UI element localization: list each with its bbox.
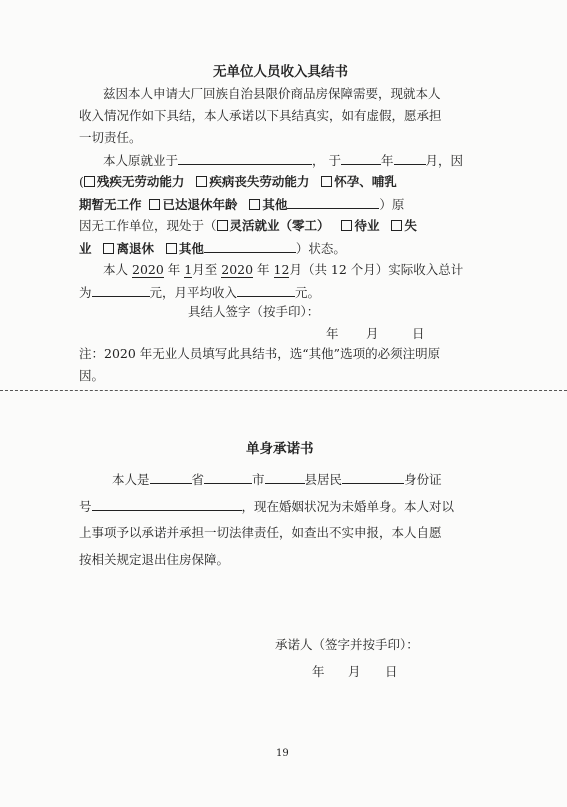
year-label: 年 [167,262,181,277]
end-month-value[interactable]: 12 [273,262,290,277]
opt-retired: 已达退休年龄 [162,197,238,212]
status-suffix: ）状态。 [295,241,346,256]
intro-line-1: 兹因本人申请大厂回族自治县限价商品房保障需要，现就本人 [103,86,441,101]
yuan-end: 元。 [295,285,321,300]
reason-options-1 [79,174,397,190]
start-month-value[interactable]: 1 [184,262,193,277]
checkbox-retire2[interactable] [103,243,114,254]
leave-year-field[interactable] [341,152,381,165]
province-field[interactable] [150,471,192,484]
year-label: 年 [381,153,394,168]
checkbox-disability[interactable] [84,176,95,187]
opt-flexible: 灵活就业（零工） [229,218,330,233]
other-status-field[interactable] [204,240,296,253]
sign-date-year: 年 [326,326,339,341]
month-cause-label: 月，因 [425,153,464,168]
checkbox-other[interactable] [249,199,260,210]
comma: ， [312,153,325,168]
income-suffix: 月（共 12 个月）实际收入总计 [289,262,464,277]
intro-line-2: 收入情况作如下具结，本人承诺以下具结真实，如有虚假，愿承担 [79,108,442,123]
monthly-income-field[interactable] [237,284,295,297]
opt-other: 其他 [262,197,288,212]
commitment-line-3: 上事项予以承诺并承担一切法律责任，如查出不实申报，本人自愿 [79,525,442,540]
opt-illness: 疾病丧失劳动能力 [209,174,310,189]
commit-date-day: 日 [385,664,398,679]
start-year-value[interactable]: 2020 [132,262,164,277]
work-line [103,152,463,169]
leave-month-field[interactable] [394,152,426,165]
sign-date-month: 月 [366,326,379,341]
checkbox-flexible[interactable] [217,220,228,231]
opt-unemployed-2: 业 [79,241,92,256]
other-reason-field[interactable] [287,196,379,209]
opt-disability: 残疾无劳动能力 [96,174,185,189]
sign-date-day: 日 [412,326,425,341]
paren: ( [79,174,84,189]
reason-options-2 [79,196,404,213]
checkbox-illness[interactable] [196,176,207,187]
checkbox-unemployed[interactable] [391,220,402,231]
province-label: 省 [191,472,205,487]
cut-line-divider [0,390,567,391]
income-prefix: 本人 [103,262,129,277]
avg-label: 元，月平均收入 [149,285,238,300]
year-label: 年 [257,262,270,277]
opt-pregnancy-2: 期暂无工作 [79,197,142,212]
checkbox-pregnancy[interactable] [321,176,332,187]
page-number: 19 [276,748,289,759]
county-label: 县居民 [304,472,343,487]
reason-line: 因无工作单位，现处于（ [79,218,217,233]
end-year-value[interactable]: 2020 [221,262,254,277]
signer-label: 具结人签字（按手印）： [188,304,320,319]
marital-statement: ，现在婚姻状况为未婚单身。本人对以 [241,499,455,514]
total-income-field[interactable] [92,284,150,297]
employer-field[interactable] [178,152,312,165]
income-line-2 [79,284,320,301]
city-field[interactable] [204,471,252,484]
at-label: 于 [328,153,342,168]
close-paren-yuan: ）原 [379,197,405,212]
income-line-1 [103,262,463,278]
opt-waiting: 待业 [354,218,380,233]
opt-pregnancy: 怀孕、哺乳 [334,174,397,189]
as-label: 为 [79,285,92,300]
commit-date-year: 年 [312,664,325,679]
status-options-1 [79,218,417,234]
residence-line [112,471,442,488]
note-line-1: 注：2020 年无业人员填写此具结书，选“其他”选项的必须注明原 [79,346,441,361]
id-line [79,498,454,515]
checkbox-waiting[interactable] [341,220,352,231]
l1-prefix: 本人是 [112,472,150,487]
status-options-2 [79,240,346,257]
id-label-1: 身份证 [404,472,442,487]
work-prefix: 本人原就业于 [103,153,179,168]
statement-title: 无单位人员收入具结书 [213,64,348,80]
checkbox-retired[interactable] [149,199,160,210]
note-line-2: 因。 [79,368,105,383]
commit-date-month: 月 [348,664,361,679]
checkbox-other2[interactable] [166,243,177,254]
commitment-line-4: 按相关规定退出住房保障。 [79,552,230,567]
month-to-label: 月至 [192,262,218,277]
intro-line-3: 一切责任。 [79,130,142,145]
opt-retire2: 离退休 [116,241,154,256]
commitment-signer: 承诺人（签字并按手印）： [275,637,419,652]
id-number-field[interactable] [92,498,242,511]
id-label-2: 号 [79,499,92,514]
commitment-title: 单身承诺书 [246,441,314,457]
resident-field[interactable] [342,471,404,484]
county-field[interactable] [265,471,305,484]
opt-other2: 其他 [178,241,204,256]
city-label: 市 [252,472,265,487]
opt-unemployed-1: 失 [404,218,417,233]
